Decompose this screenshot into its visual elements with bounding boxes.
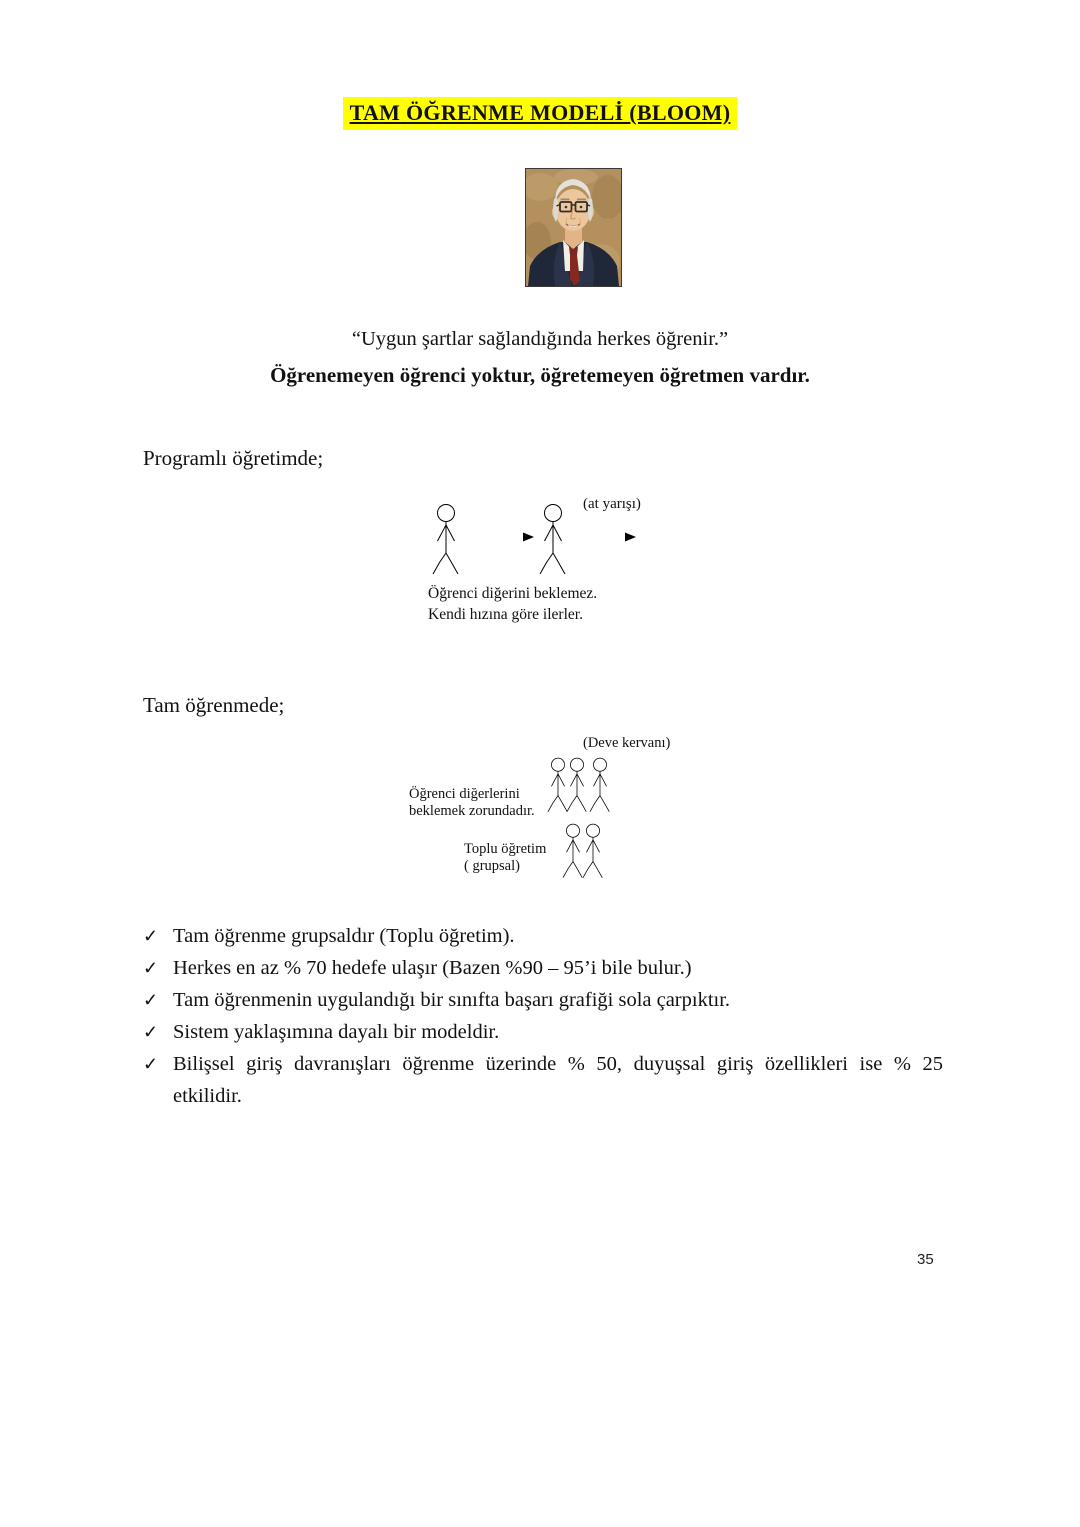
list-item xyxy=(143,920,943,952)
list-item-text: Tam öğrenme grupsaldır (Toplu öğretim). xyxy=(173,925,515,947)
list-item xyxy=(143,952,943,984)
stick-figure-icon xyxy=(586,757,614,814)
checkmark-icon: ✓ xyxy=(143,1054,159,1074)
group-teaching-label xyxy=(464,841,546,874)
diagram-caption xyxy=(428,583,597,625)
checkmark-icon: ✓ xyxy=(143,990,159,1010)
caption-line: Öğrenci diğerini beklemez. xyxy=(428,585,598,602)
page-number: 35 xyxy=(917,1251,934,1268)
quote-line: “Uygun şartlar sağlandığında herkes öğrenir.” xyxy=(351,328,729,350)
highlighted-title: TAM ÖĞRENME MODELİ (BLOOM) xyxy=(343,97,738,130)
diagram-caption xyxy=(409,786,535,819)
statement-line: Öğrenemeyen öğrenci yoktur, öğretemeyen öğretmen vardır. xyxy=(270,363,810,387)
section-heading-programmed-instruction: Programlı öğretimde; xyxy=(143,446,324,470)
stick-figure-icon xyxy=(579,823,607,880)
list-item xyxy=(143,984,943,1016)
list-item xyxy=(143,1016,943,1048)
list-item-text: Tam öğrenmenin uygulandığı bir sınıfta başarı grafiği sola çarpıktır. xyxy=(173,989,731,1011)
caption-line: Öğrenci diğerlerini xyxy=(409,786,520,802)
stick-figure-icon xyxy=(428,503,464,577)
checkmark-icon: ✓ xyxy=(143,958,159,978)
list-item-line: Bilişsel giriş davranışları öğrenme üzerinde % 50, duyuşsal giriş özellikleri ise % 25 xyxy=(173,1053,943,1075)
diagram-label-camel-caravan: (Deve kervanı) xyxy=(583,735,671,751)
list-item-line: etkilidir. xyxy=(173,1085,242,1107)
right-arrow-icon xyxy=(473,531,535,543)
key-points-list xyxy=(143,920,943,1112)
bloom-portrait xyxy=(525,168,622,287)
list-item xyxy=(143,1048,943,1112)
programmed-instruction-diagram xyxy=(425,495,685,635)
diagram-label-horse-race: (at yarışı) xyxy=(583,496,641,512)
list-item-text xyxy=(173,1048,943,1112)
caption-line: beklemek zorundadır. xyxy=(409,802,535,819)
right-arrow-icon xyxy=(575,531,637,543)
section-heading-mastery-learning: Tam öğrenmede; xyxy=(143,693,285,717)
caption-line: ( grupsal) xyxy=(464,857,520,874)
caption-line: Kendi hızına göre ilerler. xyxy=(428,606,583,623)
checkmark-icon: ✓ xyxy=(143,926,159,946)
list-item-text: Sistem yaklaşımına dayalı bir modeldir. xyxy=(173,1021,500,1043)
checkmark-icon: ✓ xyxy=(143,1022,159,1042)
stick-figure-icon xyxy=(535,503,571,577)
page-title xyxy=(0,97,1080,130)
list-item-text: Herkes en az % 70 hedefe ulaşır (Bazen %90 – 95’i bile bulur.) xyxy=(173,957,692,979)
mastery-learning-diagram xyxy=(400,733,700,885)
portrait-illustration xyxy=(526,169,621,286)
caption-line: Toplu öğretim xyxy=(464,841,547,857)
